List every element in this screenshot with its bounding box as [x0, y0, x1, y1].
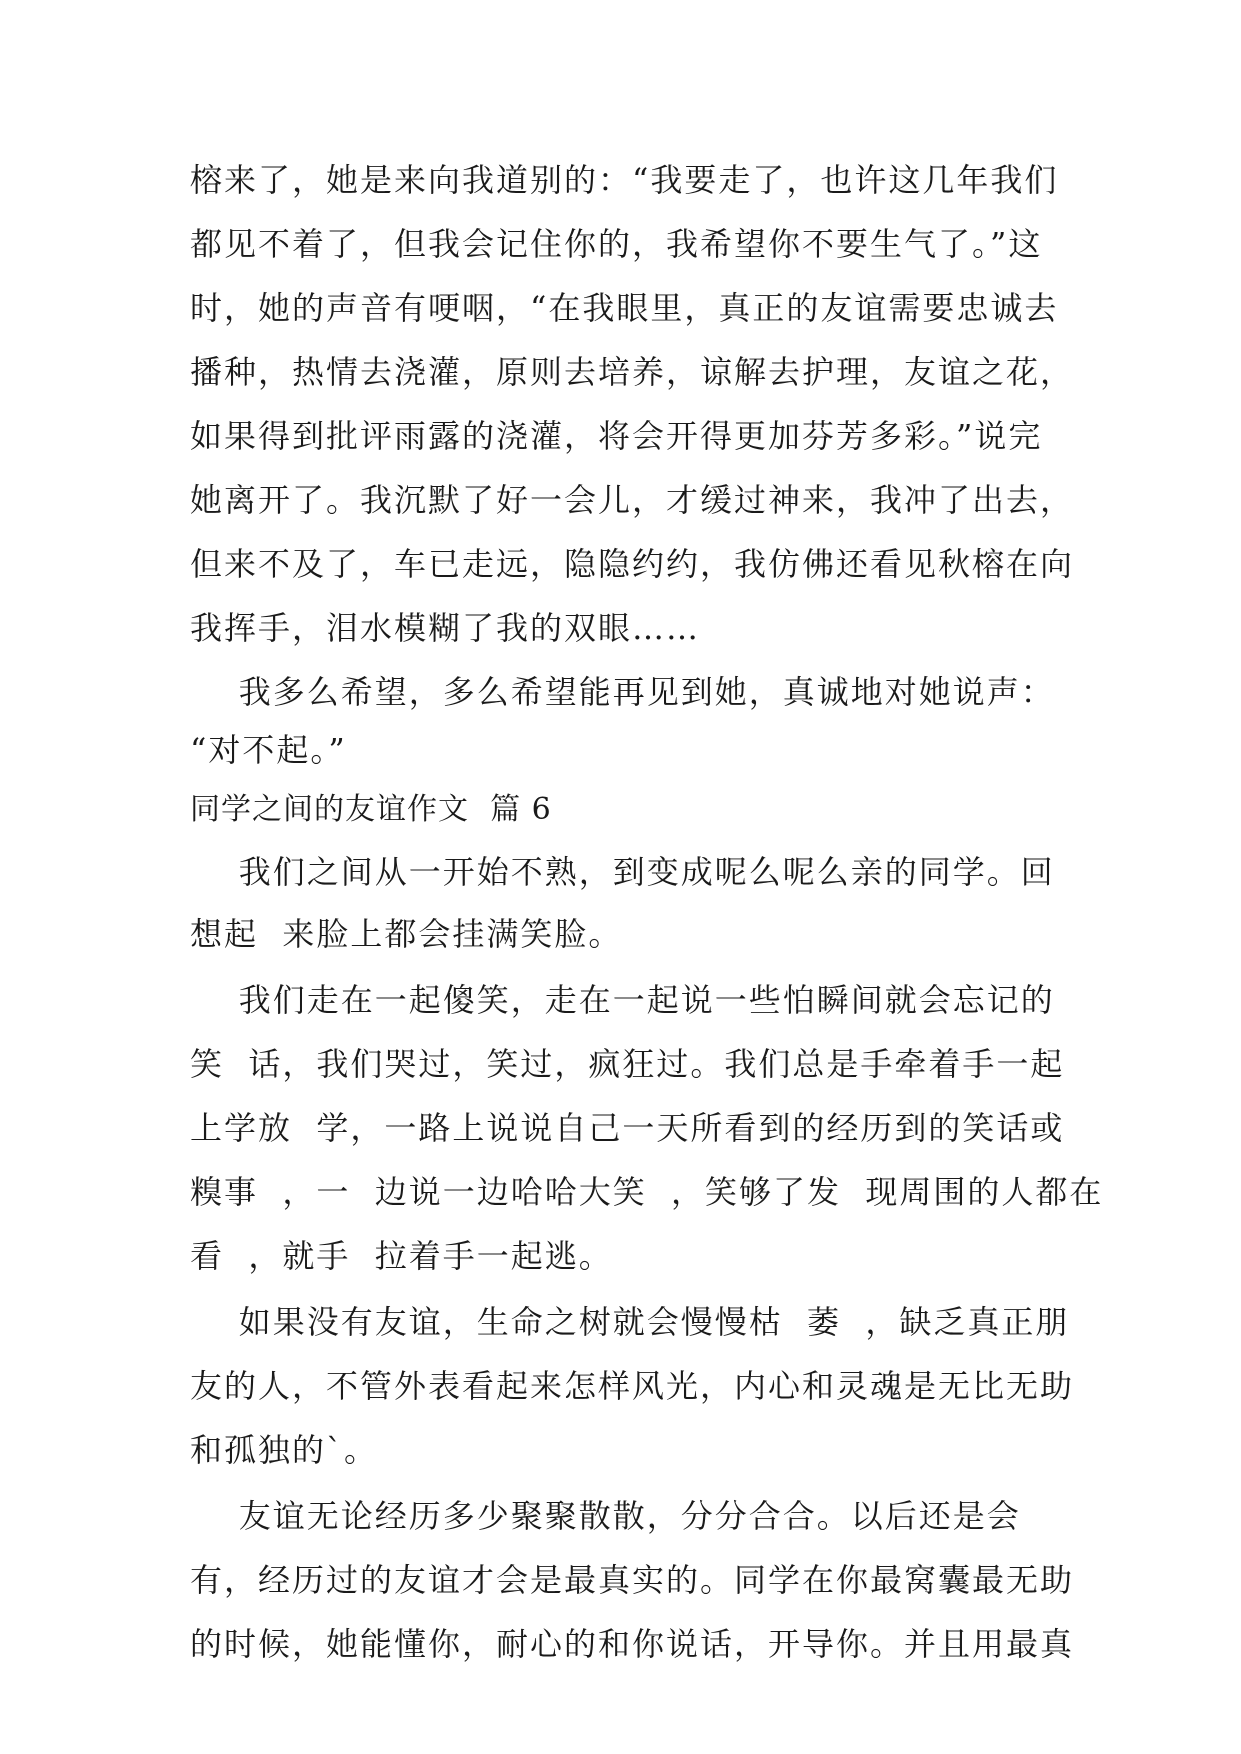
text-line: 她离开了。我沉默了好一会儿，才缓过神来，我冲了出去， — [190, 481, 1075, 519]
text-line: 如果没有友谊，生命之树就会慢慢枯 萎 ，缺乏真正朋 — [190, 1303, 1070, 1341]
text-line: 榕来了，她是来向我道别的：“我要走了，也许这几年我们 — [190, 161, 1059, 199]
text-line: 想起 来脸上都会挂满笑脸。 — [190, 915, 623, 953]
text-line: 我们之间从一开始不熟，到变成呢么呢么亲的同学。回 — [190, 853, 1055, 891]
text-line: 看 ，就手 拉着手一起逃。 — [190, 1237, 613, 1275]
text-line: 的时候，她能懂你，耐心的和你说话，开导你。并且用最真 — [190, 1625, 1075, 1663]
section-heading: 同学之间的友谊作文 篇 6 — [190, 792, 552, 827]
text-line: 糗事 ，一 边说一边哈哈大笑 ，笑够了发 现周围的人都在 — [190, 1173, 1104, 1211]
text-line: 友谊无论经历多少聚聚散散，分分合合。以后还是会 — [190, 1497, 1021, 1535]
text-line: 时，她的声音有哽咽，“在我眼里，真正的友谊需要忠诚去 — [190, 289, 1059, 327]
text-line: 如果得到批评雨露的浇灌，将会开得更加芬芳多彩。”说完 — [190, 417, 1043, 455]
text-line: 都见不着了，但我会记住你的，我希望你不要生气了。”这 — [190, 225, 1043, 263]
text-line: 我挥手，泪水模糊了我的双眼…… — [190, 609, 701, 647]
text-line: 我多么希望，多么希望能再见到她，真诚地对她说声： — [190, 673, 1055, 711]
text-line: 有，经历过的友谊才会是最真实的。同学在你最窝囊最无助 — [190, 1561, 1075, 1599]
text-line: 但来不及了，车已走远，隐隐约约，我仿佛还看见秋榕在向 — [190, 545, 1075, 583]
text-line: 友的人，不管外表看起来怎样风光，内心和灵魂是无比无助 — [190, 1367, 1075, 1405]
text-line: 上学放 学，一路上说说自己一天所看到的经历到的笑话或 — [190, 1109, 1065, 1147]
text-line: 和孤独的`。 — [190, 1431, 379, 1469]
text-line: “对不起。” — [190, 731, 347, 769]
text-line: 笑 话，我们哭过，笑过，疯狂过。我们总是手牵着手一起 — [190, 1045, 1065, 1083]
text-line: 我们走在一起傻笑，走在一起说一些怕瞬间就会忘记的 — [190, 981, 1055, 1019]
text-line: 播种，热情去浇灌，原则去培养，谅解去护理，友谊之花， — [190, 353, 1075, 391]
